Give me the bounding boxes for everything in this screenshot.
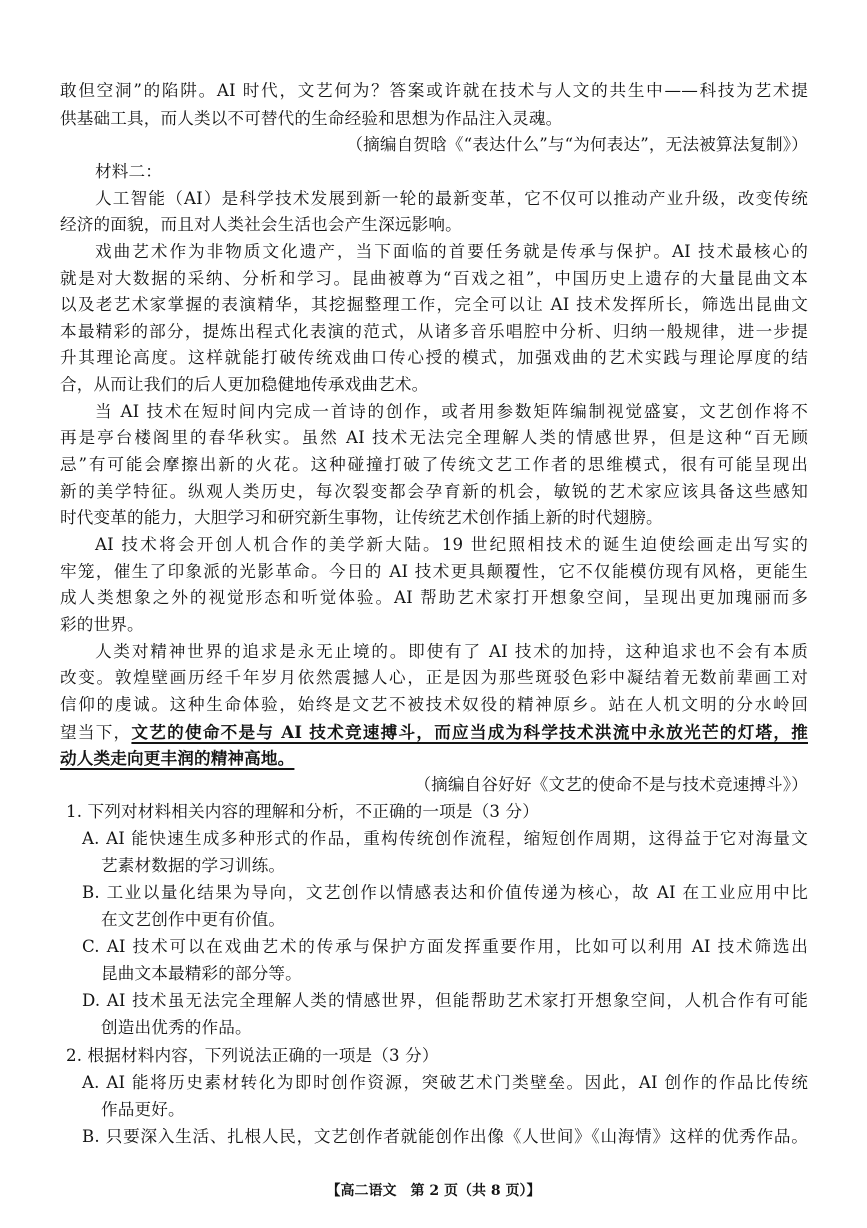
question-1: 1. 下列对材料相关内容的理解和分析，不正确的一项是（3 分） bbox=[66, 802, 540, 821]
citation: （摘编自谷好好《文艺的使命不是与技术竞速搏斗》） bbox=[414, 775, 808, 794]
plain-text: 望当下， bbox=[60, 723, 132, 742]
option-1c: C. AI 技术可以在戏曲艺术的传承与保护方面发挥重要作用，比如可以利用 AI 技术筛选出 bbox=[82, 937, 808, 956]
option-2b: B. 只要深入生活、扎根人民，文艺创作者就能创作出像《人世间》《山海情》这样的优秀作品。 bbox=[82, 1127, 808, 1146]
text-line: 敢但空洞”的陷阱。AI 时代，文艺何为？答案或许就在技术与人文的共生中——科技为艺术提 bbox=[60, 81, 808, 100]
option-2a-cont: 作品更好。 bbox=[101, 1100, 185, 1119]
option-1d-cont: 创造出优秀的作品。 bbox=[101, 1018, 252, 1037]
citation: （摘编自贺晗《“表达什么”与“为何表达”，无法被算法复制》） bbox=[346, 135, 808, 154]
text-line: 时代变革的能力，大胆学习和研究新生事物，让传统艺术创作插上新的时代翅膀。 bbox=[60, 508, 663, 527]
page-footer: 【高二语文 第 2 页（共 8 页）】 bbox=[326, 1183, 541, 1199]
option-1a: A. AI 能快速生成多种形式的作品，重构传统创作流程，缩短创作周期，这得益于它对海量文 bbox=[82, 829, 808, 848]
text-line: 忌”有可能会摩擦出新的火花。这种碰撞打破了传统文艺工作者的思维模式，很有可能呈现出 bbox=[60, 455, 808, 474]
text-line: 新的美学特征。纵观人类历史，每次裂变都会孕育新的机会，敏锐的艺术家应该具备这些感知 bbox=[60, 482, 808, 501]
text-line: 戏曲艺术作为非物质文化遗产，当下面临的首要任务就是传承与保护。AI 技术最核心的 bbox=[95, 242, 808, 261]
underlined-sentence bbox=[60, 723, 808, 742]
section-heading: 材料二： bbox=[95, 162, 162, 181]
option-2a: A. AI 能将历史素材转化为即时创作资源，突破艺术门类壁垒。因此，AI 创作的作品比传统 bbox=[82, 1073, 808, 1092]
underlined-sentence: 动人类走向更丰润的精神高地。 bbox=[60, 748, 295, 768]
text-line: 合，从而让我们的后人更加稳健地传承戏曲艺术。 bbox=[60, 375, 429, 394]
text-line: 改变。敦煌壁画历经千年岁月依然震撼人心，正是因为那些斑驳色彩中凝结着无数前辈画工对 bbox=[60, 668, 808, 687]
text-line: 彩的世界。 bbox=[60, 615, 144, 634]
option-1c-cont: 昆曲文本最精彩的部分等。 bbox=[101, 964, 302, 983]
text-line: 人类对精神世界的追求是永无止境的。即使有了 AI 技术的加持，这种追求也不会有本质 bbox=[95, 642, 808, 661]
text-line: AI 技术将会开创人机合作的美学新大陆。19 世纪照相技术的诞生迫使绘画走出写实的 bbox=[95, 535, 808, 554]
text-line: 当 AI 技术在短时间内完成一首诗的创作，或者用参数矩阵编制视觉盛宴，文艺创作将不 bbox=[95, 402, 808, 421]
text-line: 经济的面貌，而且对人类社会生活也会产生深远影响。 bbox=[60, 215, 462, 234]
text-line: 就是对大数据的采纳、分析和学习。昆曲被尊为“百戏之祖”，中国历史上遗存的大量昆曲文本 bbox=[60, 269, 808, 288]
text-line: 本最精彩的部分，提炼出程式化表演的范式，从诸多音乐唱腔中分析、归纳一般规律，进一步提 bbox=[60, 322, 808, 341]
option-1b-cont: 在文艺创作中更有价值。 bbox=[101, 910, 286, 929]
text-line bbox=[60, 721, 808, 744]
text-line: 信仰的虔诚。这种生命体验，始终是文艺不被技术奴役的精神原乡。站在人机文明的分水岭回 bbox=[60, 695, 808, 714]
option-1a-cont: 艺素材数据的学习训练。 bbox=[101, 856, 286, 875]
text-line: 供基础工具，而人类以不可替代的生命经验和思想为作品注入灵魂。 bbox=[60, 109, 563, 128]
question-2: 2. 根据材料内容，下列说法正确的一项是（3 分） bbox=[66, 1046, 439, 1065]
text-line: 人工智能（AI）是科学技术发展到新一轮的最新变革，它不仅可以推动产业升级，改变传统 bbox=[95, 189, 808, 208]
text-line: 以及老艺术家掌握的表演精华，其挖掘整理工作，完全可以让 AI 技术发挥所长，筛选出昆曲文 bbox=[60, 295, 808, 314]
text-line: 成人类想象之外的视觉形态和听觉体验。AI 帮助艺术家打开想象空间，呈现出更加瑰丽而多 bbox=[60, 588, 808, 607]
option-1d: D. AI 技术虽无法完全理解人类的情感世界，但能帮助艺术家打开想象空间，人机合作有可能 bbox=[82, 991, 808, 1010]
text-line: 再是亭台楼阁里的春华秋实。虽然 AI 技术无法完全理解人类的情感世界，但是这种“百无顾 bbox=[60, 428, 808, 447]
text-line: 牢笼，催生了印象派的光影革命。今日的 AI 技术更具颠覆性，它不仅能模仿现有风格，更能生 bbox=[60, 562, 808, 581]
option-1b: B. 工业以量化结果为导向，文艺创作以情感表达和价值传递为核心，故 AI 在工业应用中比 bbox=[82, 883, 808, 902]
underlined-text: 文艺的使命不是与 AI 技术竞速搏斗，而应当成为科学技术洪流中永放光芒的灯塔，推 bbox=[131, 722, 808, 742]
text-line: 升其理论高度。这样就能打破传统戏曲口传心授的模式，加强戏曲的艺术实践与理论厚度的结 bbox=[60, 348, 808, 367]
